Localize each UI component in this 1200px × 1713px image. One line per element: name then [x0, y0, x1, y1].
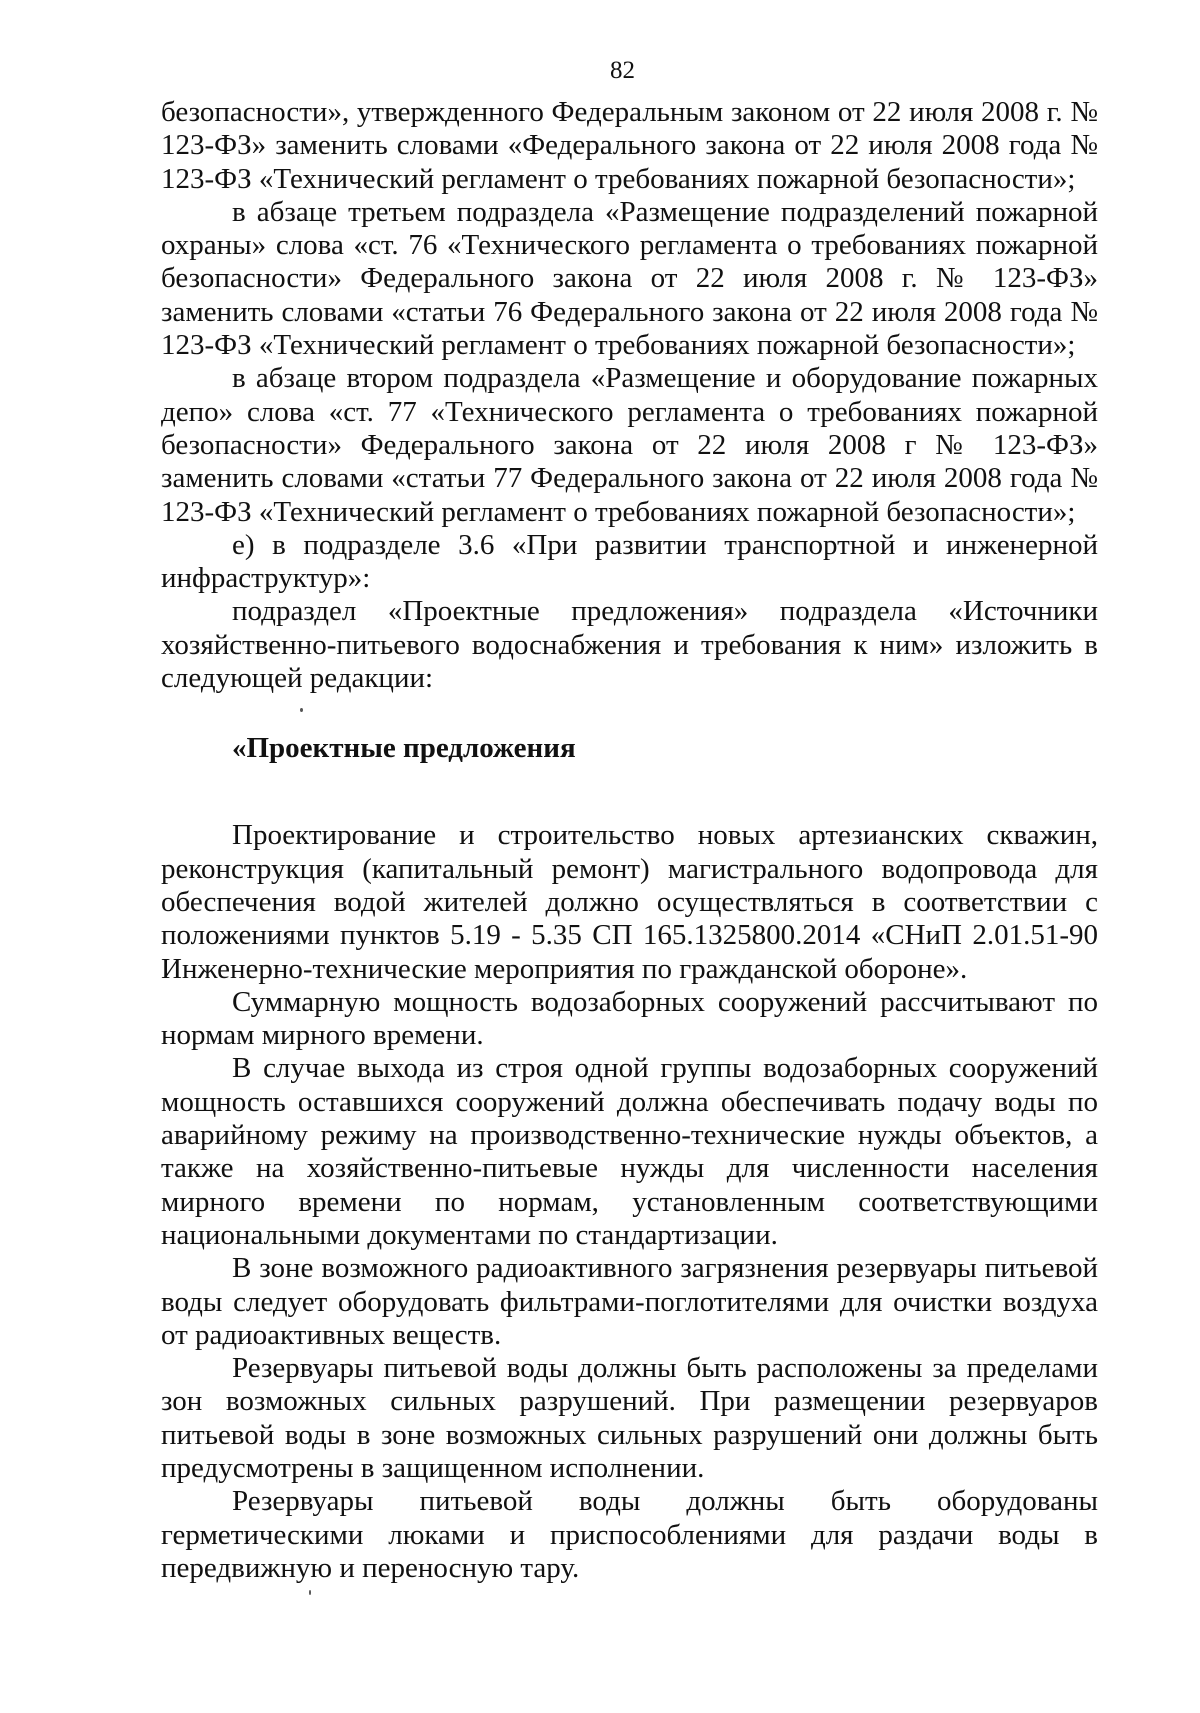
paragraph-body-3: В случае выхода из строя одной группы водозаборных сооружений мощность оставшихся сооружений должна обеспечивать подачу воды по аварийному режиму на производственно-технические нужды объектов, а также на хозяйственно-питьевые нужды для численности населения мирного времени по нормам, установленным соответствующими национальными документами по стандартизации.: [161, 1052, 1098, 1251]
paragraph-body-1: Проектирование и строительство новых артезианских скважин, реконструкция (капитальный ремонт) магистрального водопровода для обеспечения водой жителей должно осуществляться в соответствии с положениями пунктов 5.19 - 5.35 СП 165.1325800.2014 «СНиП 2.01.51-90 Инженерно-технические мероприятия по гражданской обороне».: [161, 819, 1098, 985]
paragraph-amendment-4: подраздел «Проектные предложения» подраздела «Источники хозяйственно-питьевого водоснабжения и требования к ним» изложить в следующей редакции:: [161, 595, 1098, 695]
paragraph-body-2: Суммарную мощность водозаборных сооружений рассчитывают по нормам мирного времени.: [161, 985, 1098, 1052]
paragraph-amendment-3: е) в подразделе 3.6 «При развитии транспортной и инженерной инфраструктур»:: [161, 528, 1098, 595]
spacer: [161, 695, 1098, 732]
main-text: [161, 96, 1098, 1585]
scan-speck: [300, 708, 303, 712]
paragraph-continuation: безопасности», утвержденного Федеральным законом от 22 июля 2008 г. № 123-ФЗ» заменить словами «Федерального закона от 22 июля 2008 года № 123-ФЗ «Технический регламент о требованиях пожарной безопасности»;: [161, 96, 1098, 195]
spacer: [161, 765, 1098, 819]
paragraph-amendment-2: в абзаце втором подраздела «Размещение и оборудование пожарных депо» слова «ст. 77 «Технического регламента о требованиях пожарной безопасности» Федерального закона от 22 июля 2008 г № 123-ФЗ» заменить словами «статьи 77 Федерального закона от 22 июля 2008 года № 123-ФЗ «Технический регламент о требованиях пожарной безопасности»;: [161, 362, 1098, 528]
scan-speck: [309, 1590, 311, 1595]
section-heading: «Проектные предложения: [232, 732, 576, 765]
page-number: 82: [610, 57, 635, 84]
paragraph-body-4: В зоне возможного радиоактивного загрязнения резервуары питьевой воды следует оборудовать фильтрами-поглотителями для очистки воздуха от радиоактивных веществ.: [161, 1252, 1098, 1351]
paragraph-body-6: Резервуары питьевой воды должны быть оборудованы герметическими люками и приспособлениями для раздачи воды в передвижную и переносную тару.: [161, 1485, 1098, 1584]
paragraph-body-5: Резервуары питьевой воды должны быть расположены за пределами зон возможных сильных разрушений. При размещении резервуаров питьевой воды в зоне возможных сильных разрушений они должны быть предусмотрены в защищенном исполнении.: [161, 1352, 1098, 1484]
paragraph-amendment-1: в абзаце третьем подраздела «Размещение подразделений пожарной охраны» слова «ст. 76 «Технического регламента о требованиях пожарной безопасности» Федерального закона от 22 июля 2008 г. № 123-ФЗ» заменить словами «статьи 76 Федерального закона от 22 июля 2008 года № 123-ФЗ «Технический регламент о требованиях пожарной безопасности»;: [161, 195, 1098, 362]
